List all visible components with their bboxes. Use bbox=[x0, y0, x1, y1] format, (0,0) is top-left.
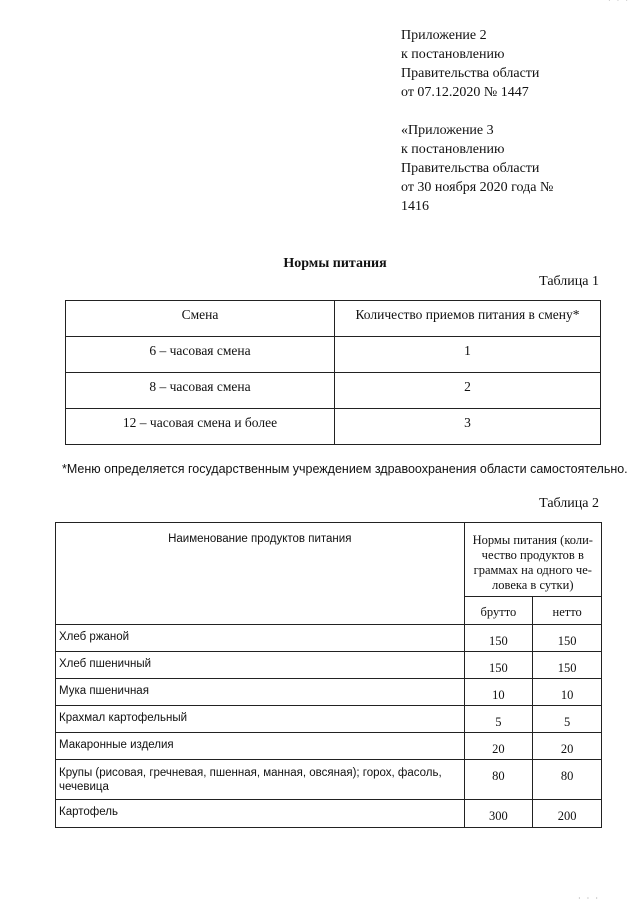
appendix-2-line: к постановлению bbox=[401, 47, 505, 62]
net-cell: 80 bbox=[533, 760, 602, 800]
net-cell: 20 bbox=[533, 733, 602, 760]
norms-header-line: ловека в сутки) bbox=[492, 578, 574, 592]
net-cell: 200 bbox=[533, 800, 602, 828]
net-cell: 10 bbox=[533, 679, 602, 706]
table-2-label: Таблица 2 bbox=[539, 496, 599, 511]
table-row bbox=[66, 337, 601, 373]
appendix-3-line: к постановлению bbox=[401, 142, 505, 157]
norms-header-line: Нормы питания (коли- bbox=[472, 533, 593, 547]
product-name-cell: Хлеб пшеничный bbox=[56, 652, 465, 679]
appendix-2-line: Правительства области bbox=[401, 66, 540, 81]
shift-cell: 8 – часовая смена bbox=[66, 373, 335, 409]
table-row bbox=[66, 409, 601, 445]
appendix-3-block bbox=[401, 121, 553, 216]
appendix-3-line: 1416 bbox=[401, 199, 429, 214]
document-title: Нормы питания bbox=[283, 256, 387, 271]
top-scan-mark: · · · bbox=[608, 0, 630, 5]
norms-header-line: граммах на одного че- bbox=[473, 563, 592, 577]
gross-cell: 20 bbox=[464, 733, 533, 760]
table-row bbox=[56, 733, 602, 760]
table-header-row bbox=[56, 523, 602, 597]
table-row bbox=[56, 760, 602, 800]
product-name-cell: Хлеб ржаной bbox=[56, 625, 465, 652]
table-row bbox=[66, 373, 601, 409]
appendix-2-block bbox=[401, 26, 539, 102]
appendix-3-line: от 30 ноября 2020 года № bbox=[401, 180, 554, 195]
shift-cell: 12 – часовая смена и более bbox=[66, 409, 335, 445]
table-1-label: Таблица 1 bbox=[539, 274, 599, 289]
column-header-norms bbox=[464, 523, 601, 597]
product-name-cell: Крахмал картофельный bbox=[56, 706, 465, 733]
table-row bbox=[56, 706, 602, 733]
net-cell: 150 bbox=[533, 652, 602, 679]
meal-count-cell: 2 bbox=[335, 373, 601, 409]
gross-cell: 150 bbox=[464, 652, 533, 679]
table-row bbox=[56, 800, 602, 828]
table-header-row bbox=[66, 301, 601, 337]
meals-per-shift-table bbox=[65, 300, 601, 445]
column-header-gross: брутто bbox=[464, 597, 533, 625]
appendix-2-line: от 07.12.2020 № 1447 bbox=[401, 85, 529, 100]
column-header-net: нетто bbox=[533, 597, 602, 625]
meal-count-cell: 3 bbox=[335, 409, 601, 445]
gross-cell: 10 bbox=[464, 679, 533, 706]
product-name-cell: Мука пшеничная bbox=[56, 679, 465, 706]
appendix-3-line: Правительства области bbox=[401, 161, 540, 176]
appendix-3-line: «Приложение 3 bbox=[401, 123, 494, 138]
column-header-meal-count: Количество приемов питания в смену* bbox=[335, 301, 601, 337]
table-row bbox=[56, 625, 602, 652]
net-cell: 5 bbox=[533, 706, 602, 733]
column-header-shift: Смена bbox=[66, 301, 335, 337]
gross-cell: 150 bbox=[464, 625, 533, 652]
column-header-product-name: Наименование продуктов питания bbox=[56, 523, 465, 625]
product-name-cell: Макаронные изделия bbox=[56, 733, 465, 760]
norms-header-line: чество продуктов в bbox=[481, 548, 584, 562]
net-cell: 150 bbox=[533, 625, 602, 652]
gross-cell: 5 bbox=[464, 706, 533, 733]
menu-footnote: *Меню определяется государственным учреждением здравоохранения области самостоятельно. bbox=[62, 462, 628, 476]
gross-cell: 300 bbox=[464, 800, 533, 828]
appendix-2-line: Приложение 2 bbox=[401, 28, 487, 43]
bottom-scan-mark: · · · bbox=[578, 894, 600, 903]
food-norms-table bbox=[55, 522, 602, 828]
shift-cell: 6 – часовая смена bbox=[66, 337, 335, 373]
gross-cell: 80 bbox=[464, 760, 533, 800]
table-row bbox=[56, 652, 602, 679]
table-row bbox=[56, 679, 602, 706]
product-name-cell: Крупы (рисовая, гречневая, пшенная, манная, овсяная); горох, фасоль, чечевица bbox=[56, 760, 465, 800]
meal-count-cell: 1 bbox=[335, 337, 601, 373]
product-name-cell: Картофель bbox=[56, 800, 465, 828]
